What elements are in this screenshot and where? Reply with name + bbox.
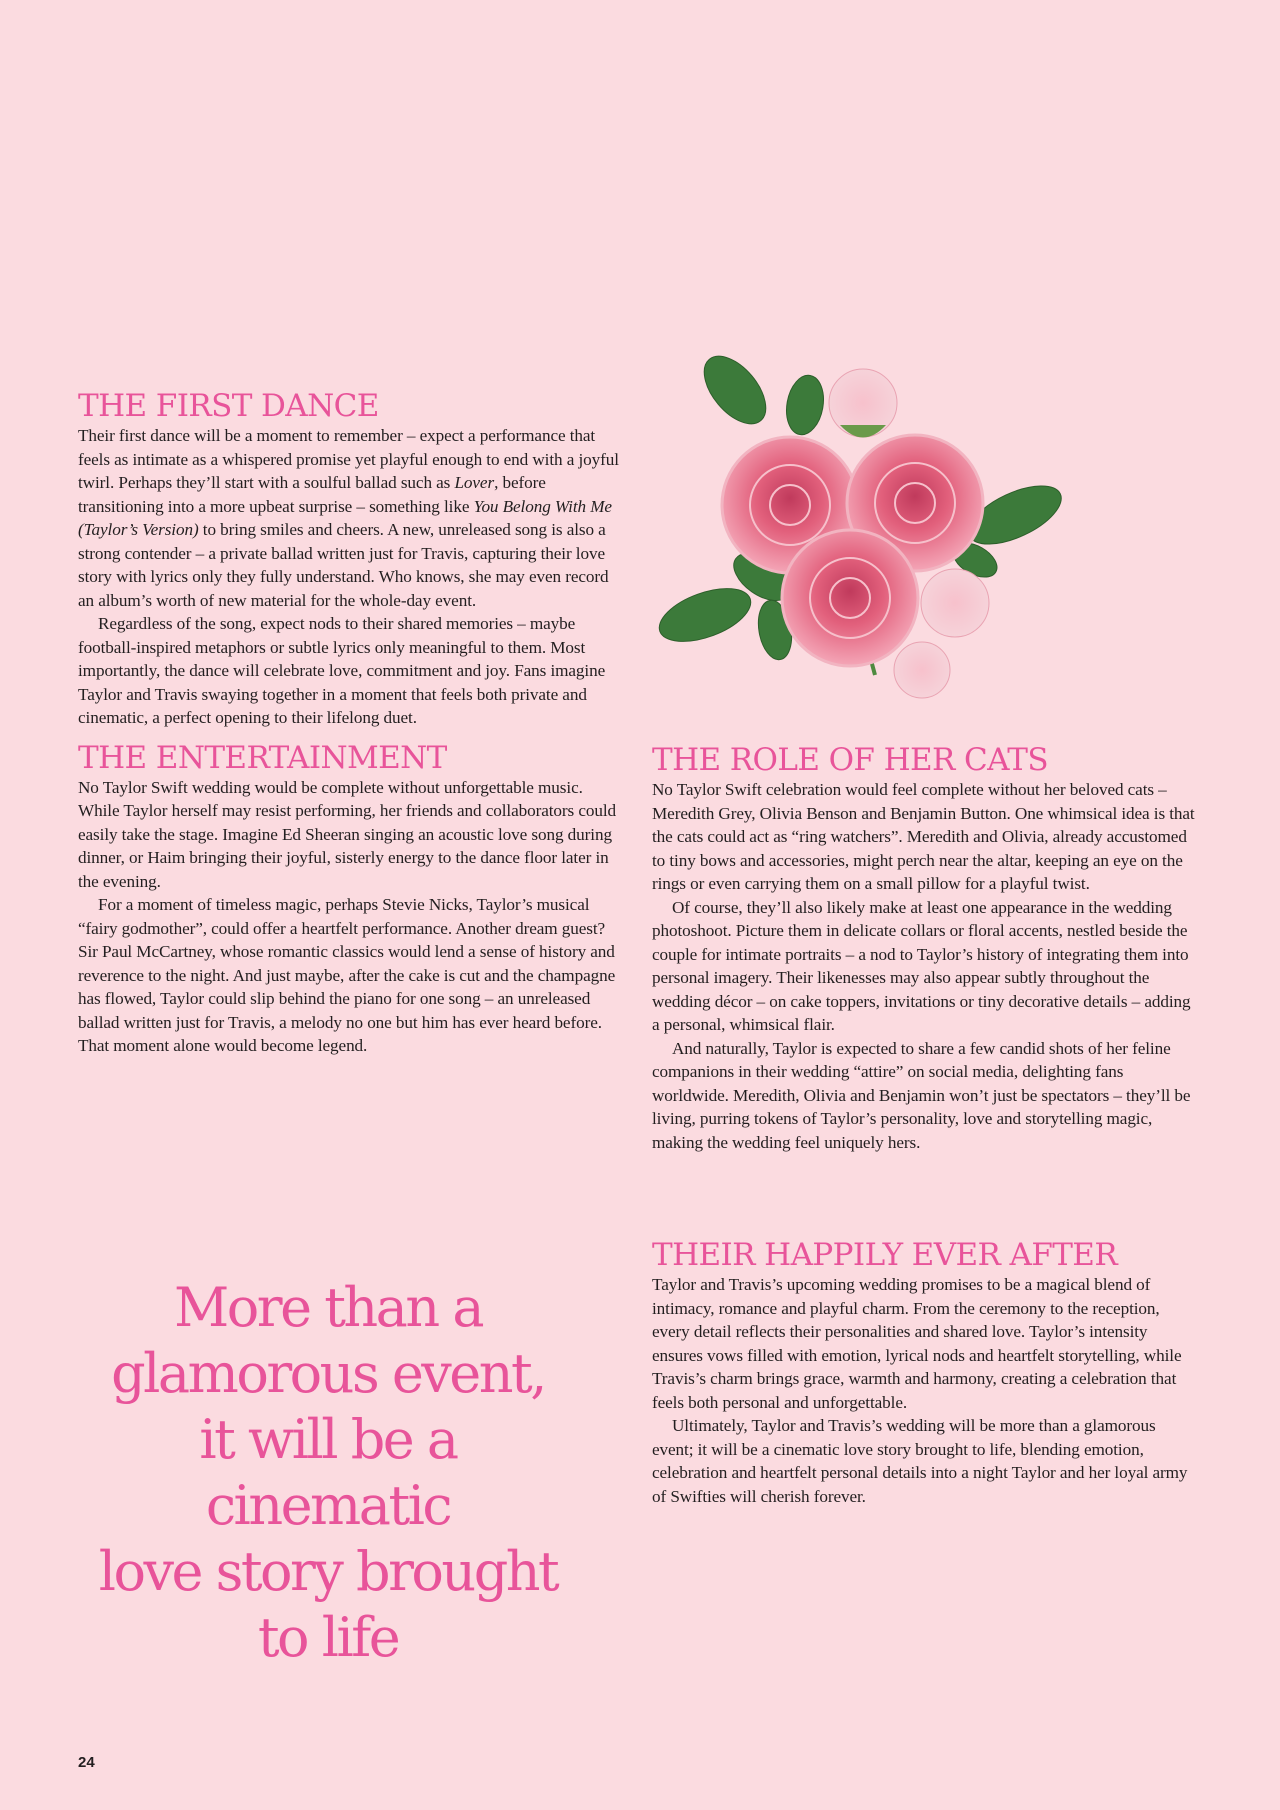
section-entertainment bbox=[78, 740, 624, 1058]
pull-quote-line: glamorous event, bbox=[111, 1342, 545, 1405]
pull-quote-line: love story brought bbox=[98, 1540, 558, 1603]
section-happily-ever-after bbox=[652, 1237, 1200, 1508]
right-column-lower bbox=[652, 1237, 1200, 1518]
rose-bouquet-icon bbox=[650, 355, 1070, 725]
text-run: to bring smiles and cheers. A new, unreleased song is also a strong contender – a private ballad written just for Travis, capturing their love story with lyrics only they fully understand. Who knows, she may even record an album’s worth of new material for the whole-day event. bbox=[78, 520, 609, 610]
section-first-dance bbox=[78, 388, 624, 730]
heading-entertainment: THE ENTERTAINMENT bbox=[78, 739, 447, 776]
pull-quote-line: to life bbox=[257, 1606, 399, 1669]
heading-cats: THE ROLE OF HER CATS bbox=[652, 742, 1048, 778]
heading-first-dance: THE FIRST DANCE bbox=[78, 388, 379, 424]
first-dance-paragraph-1 bbox=[78, 424, 624, 612]
cats-paragraph-1: No Taylor Swift celebration would feel complete without her beloved cats – Meredith Grey, Olivia Benson and Benjamin Button. One whimsical idea is that the cats could act as “ring watchers”. Meredith and Olivia, already accustomed to tiny bows and accessories, might perch near the altar, keeping an eye on the rings or even carrying them on a small pillow for a playful twist. bbox=[652, 780, 1195, 893]
entertainment-paragraph-1: No Taylor Swift wedding would be complete without unforgettable music. While Taylor herself may resist performing, her friends and collaborators could easily take the stage. Imagine Ed Sheeran singing an acoustic love song during dinner, or Haim bringing their joyful, sisterly energy to the dance floor later in the evening. bbox=[78, 777, 617, 891]
left-column bbox=[78, 388, 624, 1068]
entertainment-paragraph-2: For a moment of timeless magic, perhaps Stevie Nicks, Taylor’s musical “fairy godmother”, could offer a heartfelt performance. Another dream guest? Sir Paul McCartney, whose romantic classics would lend a sense of history and reverence to the night. And just maybe, after the cake is cut and the champagne has flowed, Taylor could slip behind the piano for one song – an unreleased ballad written just for Travis, a melody no one but him has ever heard before. That moment alone would become legend. bbox=[78, 895, 616, 1055]
pull-quote bbox=[78, 1275, 578, 1671]
cats-paragraph-3: And naturally, Taylor is expected to share a few candid shots of her feline companions in their wedding “attire” on social media, delighting fans worldwide. Meredith, Olivia and Benjamin won’t just be spectators – they’ll be living, purring tokens of Taylor’s personality, love and storytelling magic, making the wedding feel uniquely hers. bbox=[652, 1038, 1191, 1152]
heading-happily-ever-after: THEIR HAPPILY EVER AFTER bbox=[652, 1237, 1118, 1273]
right-column bbox=[652, 742, 1200, 1164]
section-cats bbox=[652, 742, 1200, 1154]
pull-quote-line: More than a bbox=[173, 1276, 483, 1339]
pull-quote-line: it will be a cinematic bbox=[199, 1408, 457, 1537]
cats-paragraph-2: Of course, they’ll also likely make at least one appearance in the wedding photoshoot. Picture them in delicate collars or floral accents, nestled beside the couple for intimate portraits – a nod to Taylor’s history of integrating them into personal imagery. Their likenesses may also appear subtly throughout the wedding décor – on cake toppers, invitations or tiny decorative details – adding a personal, whimsical flair. bbox=[652, 897, 1191, 1034]
first-dance-paragraph-2: Regardless of the song, expect nods to their shared memories – maybe football-inspired metaphors or subtle lyrics only meaningful to them. Most importantly, the dance will celebrate love, commitment and joy. Fans imagine Taylor and Travis swaying together in a moment that feels both private and cinematic, a perfect opening to their lifelong duet. bbox=[78, 614, 606, 727]
song-title-lover: Lover bbox=[454, 473, 495, 492]
text-run: Their first dance will be a moment to remember – expect a performance that feels as intimate as a whispered promise yet playful enough to end with a joyful twirl. Perhaps they’ll start with a soulful ballad such as bbox=[78, 426, 619, 492]
page-number: 24 bbox=[78, 1754, 95, 1771]
happily-paragraph-2: Ultimately, Taylor and Travis’s wedding will be more than a glamorous event; it will be a cinematic love story brought to life, blending emotion, celebration and heartfelt personal details into a night Taylor and her loyal army of Swifties will cherish forever. bbox=[652, 1416, 1188, 1506]
happily-paragraph-1: Taylor and Travis’s upcoming wedding promises to be a magical blend of intimacy, romance and playful charm. From the ceremony to the reception, every detail reflects their personalities and shared love. Taylor’s intensity ensures vows filled with emotion, lyrical nods and heartfelt storytelling, while Travis’s charm brings grace, warmth and harmony, creating a celebration that feels both personal and unforgettable. bbox=[652, 1275, 1182, 1412]
text-run: , before transitioning into a more upbeat surprise – something like bbox=[78, 473, 546, 516]
song-title-you-belong-with-me: You Belong With Me (Taylor’s Version) bbox=[78, 496, 612, 539]
